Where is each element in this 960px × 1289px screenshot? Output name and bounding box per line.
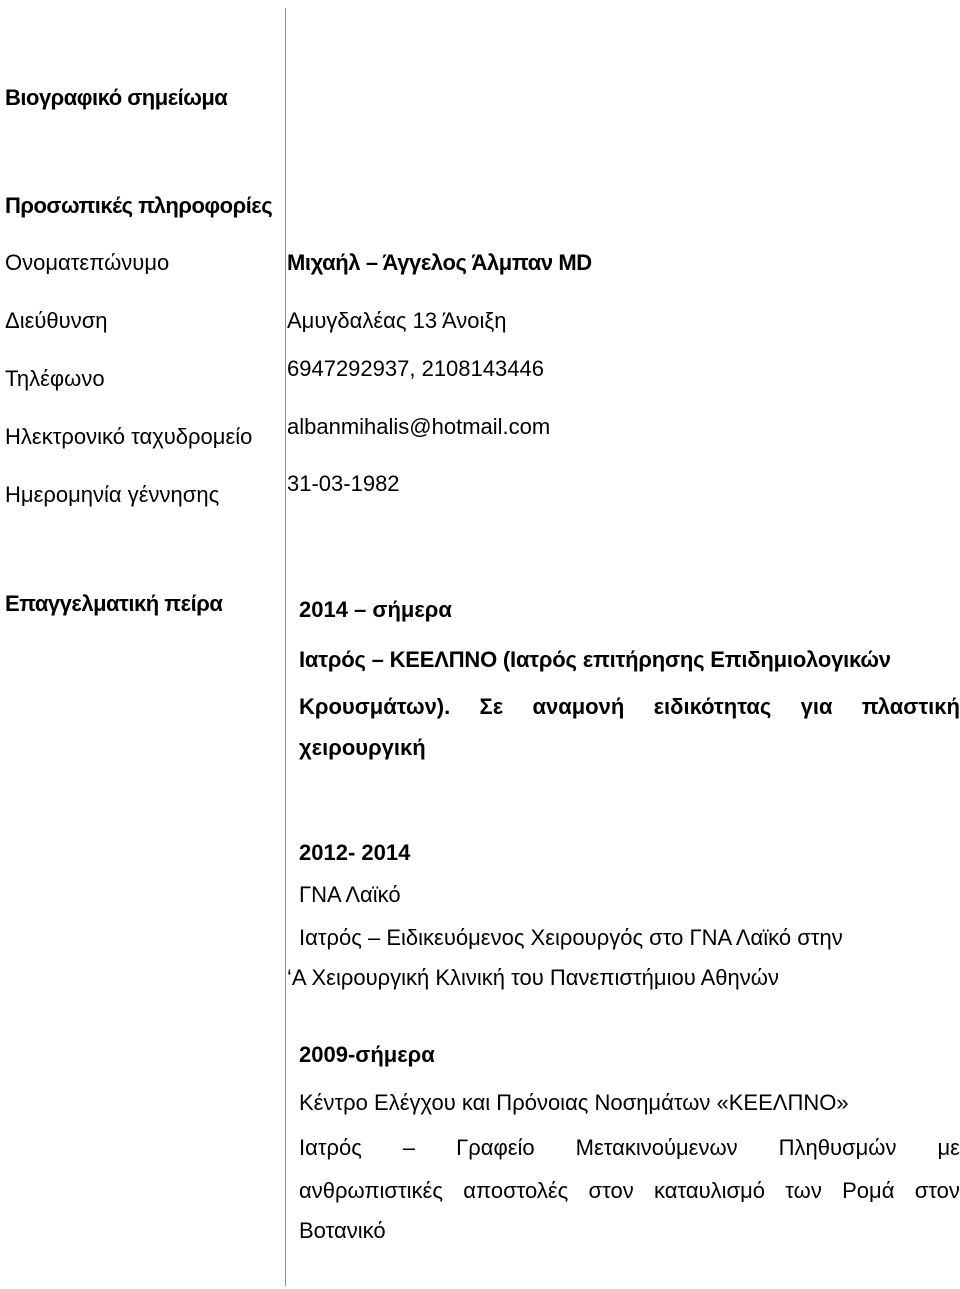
- email-label: Ηλεκτρονικό ταχυδρομείο: [5, 424, 253, 449]
- word: Πληθυσμών: [778, 1135, 897, 1160]
- word: Σε: [479, 694, 504, 719]
- name-value: Μιχαήλ – Άγγελος Άλμπαν MD: [287, 250, 592, 275]
- entry-3-org: Κέντρο Ελέγχου και Πρόνοιας Νοσημάτων «ΚΕΕΛΠΝΟ»: [299, 1090, 849, 1115]
- word: Γραφείο: [456, 1135, 535, 1160]
- column-divider: [285, 8, 286, 1286]
- word: ειδικότητας: [653, 694, 772, 719]
- word: Ρομά: [842, 1178, 895, 1203]
- entry-2-line-2: ‘Α Χειρουργική Κλινική του Πανεπιστήμιου Αθηνών: [287, 965, 779, 990]
- document-title: Βιογραφικό σημείωμα: [5, 85, 228, 110]
- word: αποστολές: [463, 1178, 569, 1203]
- entry-1-line-3: χειρουργική: [299, 735, 426, 760]
- word: Κρουσμάτων).: [299, 694, 451, 719]
- word: ανθρωπιστικές: [299, 1178, 443, 1203]
- entry-2-period: 2012- 2014: [299, 840, 411, 865]
- word: καταυλισμό: [654, 1178, 765, 1203]
- entry-3-line-1: [299, 1135, 960, 1161]
- word: των: [785, 1178, 822, 1203]
- experience-heading: Επαγγελματική πείρα: [5, 591, 223, 616]
- word: –: [402, 1135, 416, 1160]
- address-value: Αμυγδαλέας 13 Άνοιξη: [287, 308, 507, 333]
- address-label: Διεύθυνση: [5, 308, 108, 333]
- entry-1-period: 2014 – σήμερα: [299, 597, 452, 622]
- entry-2-org: ΓΝΑ Λαϊκό: [299, 882, 401, 907]
- entry-3-line-3: Βοτανικό: [299, 1218, 386, 1243]
- email-value: albanmihalis@hotmail.com: [287, 414, 551, 439]
- personal-info-heading: Προσωπικές πληροφορίες: [5, 193, 273, 218]
- dob-value: 31-03-1982: [287, 471, 400, 496]
- word: πλαστική: [861, 694, 960, 719]
- phone-label: Τηλέφωνο: [5, 366, 105, 391]
- entry-1-line-1: Ιατρός – ΚΕΕΛΠΝΟ (Ιατρός επιτήρησης Επιδημιολογικών: [299, 647, 891, 672]
- word: αναμονή: [532, 694, 625, 719]
- name-label: Ονοματεπώνυμο: [5, 250, 170, 275]
- word: Μετακινούμενων: [575, 1135, 738, 1160]
- entry-1-line-2: [299, 694, 960, 720]
- entry-3-line-2: [299, 1178, 960, 1204]
- word: με: [937, 1135, 960, 1160]
- word: στον: [588, 1178, 634, 1203]
- word: για: [800, 694, 833, 719]
- phone-value: 6947292937, 2108143446: [287, 356, 544, 381]
- word: στον: [914, 1178, 960, 1203]
- dob-label: Ημερομηνία γέννησης: [5, 482, 220, 507]
- entry-3-period: 2009-σήμερα: [299, 1042, 435, 1067]
- word: Ιατρός: [299, 1135, 362, 1160]
- entry-2-line-1: Ιατρός – Ειδικευόμενος Χειρουργός στο ΓΝΑ Λαϊκό στην: [299, 925, 843, 950]
